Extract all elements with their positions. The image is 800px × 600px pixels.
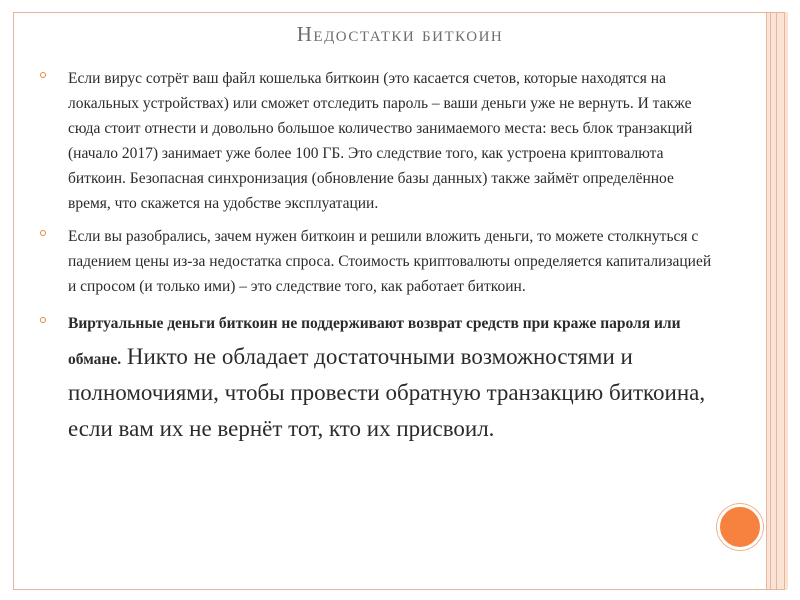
slide-title: Недостатки биткоин <box>296 22 504 46</box>
decorative-orange-circle <box>717 504 763 550</box>
bullet-item <box>38 224 718 299</box>
bullet-circle-icon <box>40 72 46 78</box>
slide-content <box>38 66 718 456</box>
bullet-item <box>38 307 718 448</box>
bullet-bold-lead: Виртуальные деньги биткоин не поддерживают возврат средств при краже пароля или обмане. <box>68 315 681 368</box>
bullet-circle-icon <box>40 230 46 236</box>
bullet-text <box>68 307 718 448</box>
bullet-circle-icon <box>40 317 46 323</box>
bullet-text: Если вы разобрались, зачем нужен биткоин и решили вложить деньги, то можете столкнуться с падением цены из-за недостатка спроса. Стоимость криптовалюты определяется капитализацией и спросом (и только ими) – это следствие того, как работает биткоин. <box>68 228 712 295</box>
bullet-text: Если вирус сотрёт ваш файл кошелька биткоин (это касается счетов, которые находятся на локальных устройствах) или сможет отследить пароль – ваши деньги уже не вернуть. И также сюда стоит отнести и довольно большое количество занимаемого места: весь блок транзакций (начало 2017) занимает уже более 100 ГБ. Это следствие того, как устроена криптовалюта биткоин. Безопасная синхронизация (обновление базы данных) также займёт определённое время, что скажется на удобстве эксплуатации. <box>68 70 693 212</box>
bullet-item <box>38 66 718 216</box>
bullet-large-tail: Никто не обладает достаточными возможностями и полномочиями, чтобы провести обратную транзакцию биткоина, если вам их не вернёт тот, кто их присвоил. <box>68 344 706 441</box>
